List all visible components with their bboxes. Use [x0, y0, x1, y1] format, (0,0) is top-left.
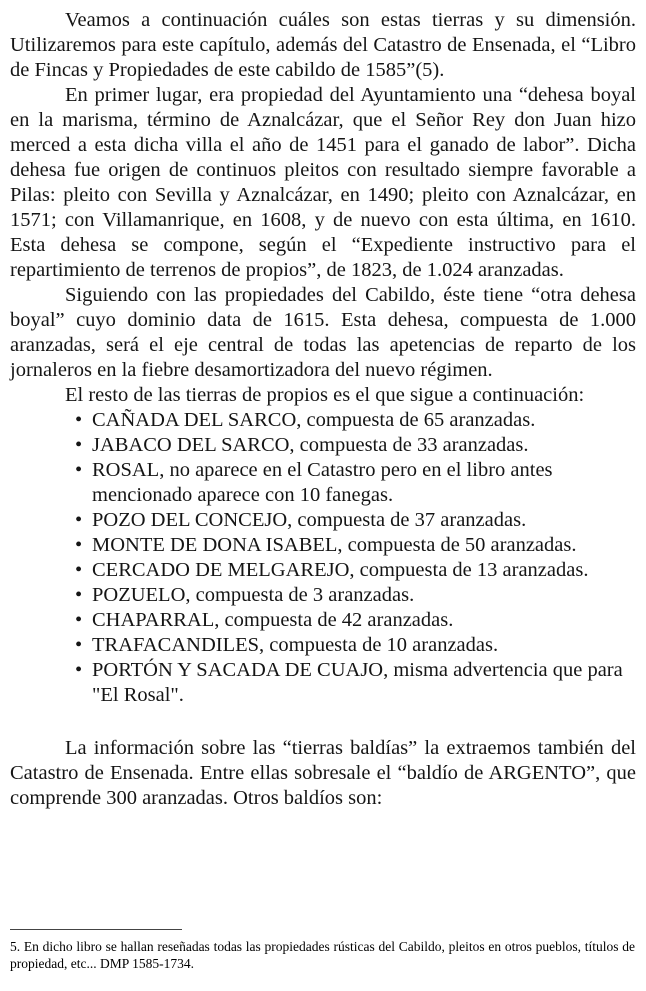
- bullet-icon: •: [75, 584, 83, 606]
- bullet-icon: •: [75, 459, 83, 481]
- propios-list: [10, 408, 636, 708]
- list-item: • CAÑADA DEL SARCO, compuesta de 65 aranzadas.: [75, 409, 536, 431]
- bullet-icon: •: [75, 559, 83, 581]
- list-item: • TRAFACANDILES, compuesta de 10 aranzadas.: [75, 634, 499, 656]
- spacer: [10, 708, 636, 736]
- paragraph-tierras-baldias: La información sobre las “tierras baldías” la extraemos también del Catastro de Ensenada. Entre ellas sobresale el “baldío de ARGENTO”, que comprende 300 aranzadas. Otros baldíos son:: [10, 737, 636, 809]
- footnote: 5. En dicho libro se hallan reseñadas todas las propiedades rústicas del Cabildo, pleitos en otros pueblos, títulos de propiedad, etc... DMP 1585-1734.: [10, 939, 635, 971]
- footnote-divider: [10, 929, 182, 930]
- paragraph-resto-tierras: El resto de las tierras de propios es el que sigue a continuación:: [65, 384, 585, 406]
- bullet-icon: •: [75, 409, 83, 431]
- list-item: • POZUELO, compuesta de 3 aranzadas.: [75, 584, 415, 606]
- paragraph-intro: Veamos a continuación cuáles son estas tierras y su dimensión. Utilizaremos para este capítulo, además del Catastro de Ensenada, el “Libro de Fincas y Propiedades de este cabildo de 1585”(5).: [10, 9, 636, 81]
- list-item: • JABACO DEL SARCO, compuesta de 33 aranzadas.: [75, 434, 529, 456]
- paragraph-dehesa-marisma: En primer lugar, era propiedad del Ayuntamiento una “dehesa boyal en la marisma, término de Aznalcázar, que el Señor Rey don Juan hizo merced a esta dicha villa el año de 1451 para el ganado de labor”. Dicha dehesa fue origen de continuos pleitos con resultado siempre favorable a Pilas: pleito con Sevilla y Aznalcázar, en 1490; pleito con Aznalcázar, en 1571; con Villamanrique, en 1608, y de nuevo con esta última, en 1610. Esta dehesa se compone, según el “Expediente instructivo para el repartimiento de terrenos de propios”, de 1823, de 1.024 aranzadas.: [10, 84, 636, 281]
- list-item: • ROSAL, no aparece en el Catastro pero en el libro antes mencionado aparece con 10 fanegas.: [75, 459, 553, 506]
- bullet-icon: •: [75, 609, 83, 631]
- bullet-icon: •: [75, 659, 83, 681]
- bullet-icon: •: [75, 434, 83, 456]
- list-item: • CHAPARRAL, compuesta de 42 aranzadas.: [75, 609, 454, 631]
- list-item: • PORTÓN Y SACADA DE CUAJO, misma advertencia que para "El Rosal".: [75, 659, 623, 706]
- list-item: • CERCADO DE MELGAREJO, compuesta de 13 aranzadas.: [75, 559, 589, 581]
- paragraph-otra-dehesa: Siguiendo con las propiedades del Cabildo, éste tiene “otra dehesa boyal” cuyo dominio data de 1615. Esta dehesa, compuesta de 1.000 aranzadas, será el eje central de todas las apetencias de reparto de los jornaleros en la fiebre desamortizadora del nuevo régimen.: [10, 284, 636, 381]
- list-item: • MONTE DE DONA ISABEL, compuesta de 50 aranzadas.: [75, 534, 577, 556]
- list-item: • POZO DEL CONCEJO, compuesta de 37 aranzadas.: [75, 509, 527, 531]
- bullet-icon: •: [75, 634, 83, 656]
- bullet-icon: •: [75, 534, 83, 556]
- bullet-icon: •: [75, 509, 83, 531]
